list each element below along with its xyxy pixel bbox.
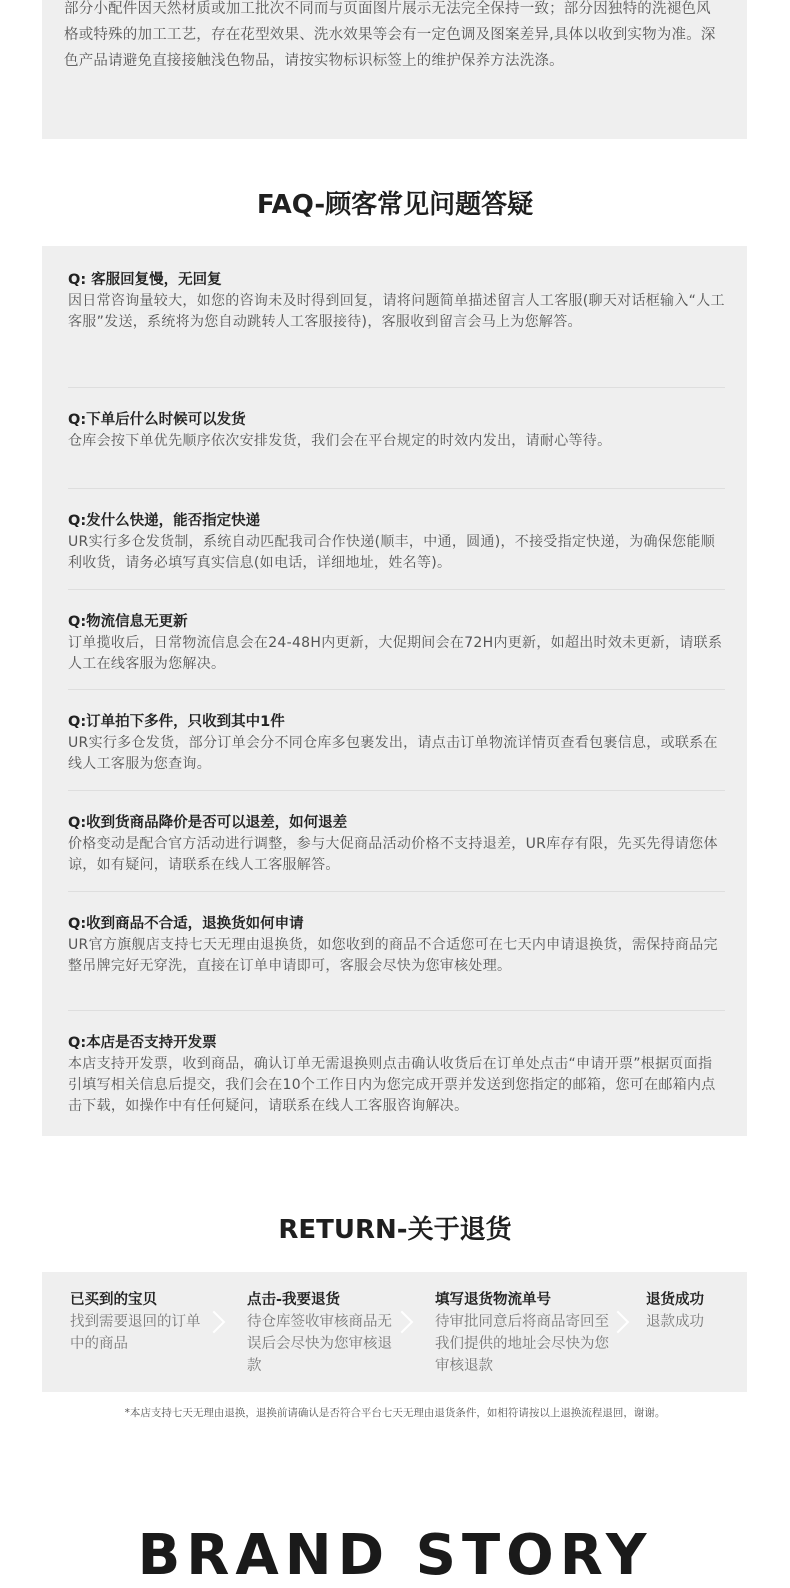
return-step-desc: 待审批同意后将商品寄回至我们提供的地址会尽快为您审核退款 xyxy=(435,1314,609,1374)
faq-answer: UR实行多仓发货，部分订单会分不同仓库多包裹发出，请点击订单物流详情页查看包裹信息，或联系在线人工客服为您查询。 xyxy=(68,735,718,772)
faq-answer: 因日常咨询量较大，如您的咨询未及时得到回复，请将问题简单描述留言人工客服(聊天对话框输入“人工客服”发送，系统将为您自动跳转人工客服接待)，客服收到留言会马上为您解答。 xyxy=(68,293,725,330)
faq-item xyxy=(68,388,725,489)
faq-section-title: FAQ-顾客常见问题答疑 xyxy=(256,190,534,220)
faq-item xyxy=(68,1011,725,1117)
faq-item xyxy=(68,489,725,590)
faq-question: Q:下单后什么时候可以发货 xyxy=(68,412,246,428)
faq-question: Q:收到商品不合适，退换货如何申请 xyxy=(68,916,304,932)
faq-answer: 本店支持开发票，收到商品，确认订单无需退换则点击确认收货后在订单处点击“申请开票”根据页面指引填写相关信息后提交，我们会在10个工作日内为您完成开票并发送到您指定的邮箱，您可在邮箱内点击下载，如操作中有任何疑问，请联系在线人工客服咨询解决。 xyxy=(68,1056,716,1114)
faq-question: Q:发什么快递，能否指定快递 xyxy=(68,513,261,529)
faq-answer: UR官方旗舰店支持七天无理由退换货，如您收到的商品不合适您可在七天内申请退换货，需保持商品完整吊牌完好无穿洗，直接在订单申请即可，客服会尽快为您审核处理。 xyxy=(68,937,718,974)
faq-answer: 仓库会按下单优先顺序依次安排发货，我们会在平台规定的时效内发出，请耐心等待。 xyxy=(68,433,612,449)
faq-question: Q:订单拍下多件，只收到其中1件 xyxy=(68,714,285,730)
care-notice-panel xyxy=(42,0,747,139)
faq-item xyxy=(68,690,725,791)
return-step-title: 退货成功 xyxy=(646,1292,704,1308)
faq-question: Q:收到货商品降价是否可以退差，如何退差 xyxy=(68,815,348,831)
return-step xyxy=(247,1289,397,1377)
return-step-desc: 退款成功 xyxy=(646,1314,704,1330)
return-steps-panel xyxy=(42,1272,747,1392)
return-footnote: *本店支持七天无理由退换，退换前请确认是否符合平台七天无理由退货条件，如相符请按以上退换流程退回，谢谢。 xyxy=(124,1407,666,1419)
faq-question: Q:物流信息无更新 xyxy=(68,614,188,630)
brand-story-title: BRAND STORY xyxy=(137,1523,653,1588)
return-step-title: 填写退货物流单号 xyxy=(435,1292,551,1308)
faq-item xyxy=(68,791,725,892)
return-step xyxy=(70,1289,205,1355)
return-step-title: 已买到的宝贝 xyxy=(70,1292,157,1308)
faq-item xyxy=(68,266,725,388)
faq-answer: UR实行多仓发货制，系统自动匹配我司合作快递(顺丰，中通，圆通)，不接受指定快递，为确保您能顺利收货，请务必填写真实信息(如电话，详细地址，姓名等)。 xyxy=(68,534,715,571)
chevron-right-icon xyxy=(203,1311,226,1334)
chevron-right-icon xyxy=(607,1311,630,1334)
faq-answer: 价格变动是配合官方活动进行调整，参与大促商品活动价格不支持退差，UR库存有限，先买先得请您体谅，如有疑问，请联系在线人工客服解答。 xyxy=(68,836,718,873)
return-step xyxy=(435,1289,610,1377)
faq-panel xyxy=(42,246,747,1136)
faq-item xyxy=(68,892,725,1011)
faq-question: Q: 客服回复慢，无回复 xyxy=(68,272,222,288)
return-step-desc: 找到需要退回的订单中的商品 xyxy=(70,1314,201,1352)
return-step xyxy=(646,1289,736,1333)
return-step-title: 点击-我要退货 xyxy=(247,1292,341,1308)
faq-answer: 订单揽收后，日常物流信息会在24-48H内更新，大促期间会在72H内更新，如超出时效未更新，请联系人工在线客服为您解决。 xyxy=(68,635,723,672)
return-section-title: RETURN-关于退货 xyxy=(278,1215,512,1245)
care-notice-text: 部分小配件因天然材质或加工批次不同而与页面图片展示无法完全保持一致；部分因独特的洗褪色风格或特殊的加工工艺，存在花型效果、洗水效果等会有一定色调及图案差异,具体以收到实物为准。深色产品请避免直接接触浅色物品，请按实物标识标签上的维护保养方法洗涤。 xyxy=(64,1,716,69)
faq-question: Q:本店是否支持开发票 xyxy=(68,1035,217,1051)
faq-item xyxy=(68,590,725,690)
return-step-desc: 待仓库签收审核商品无误后会尽快为您审核退款 xyxy=(247,1314,392,1374)
